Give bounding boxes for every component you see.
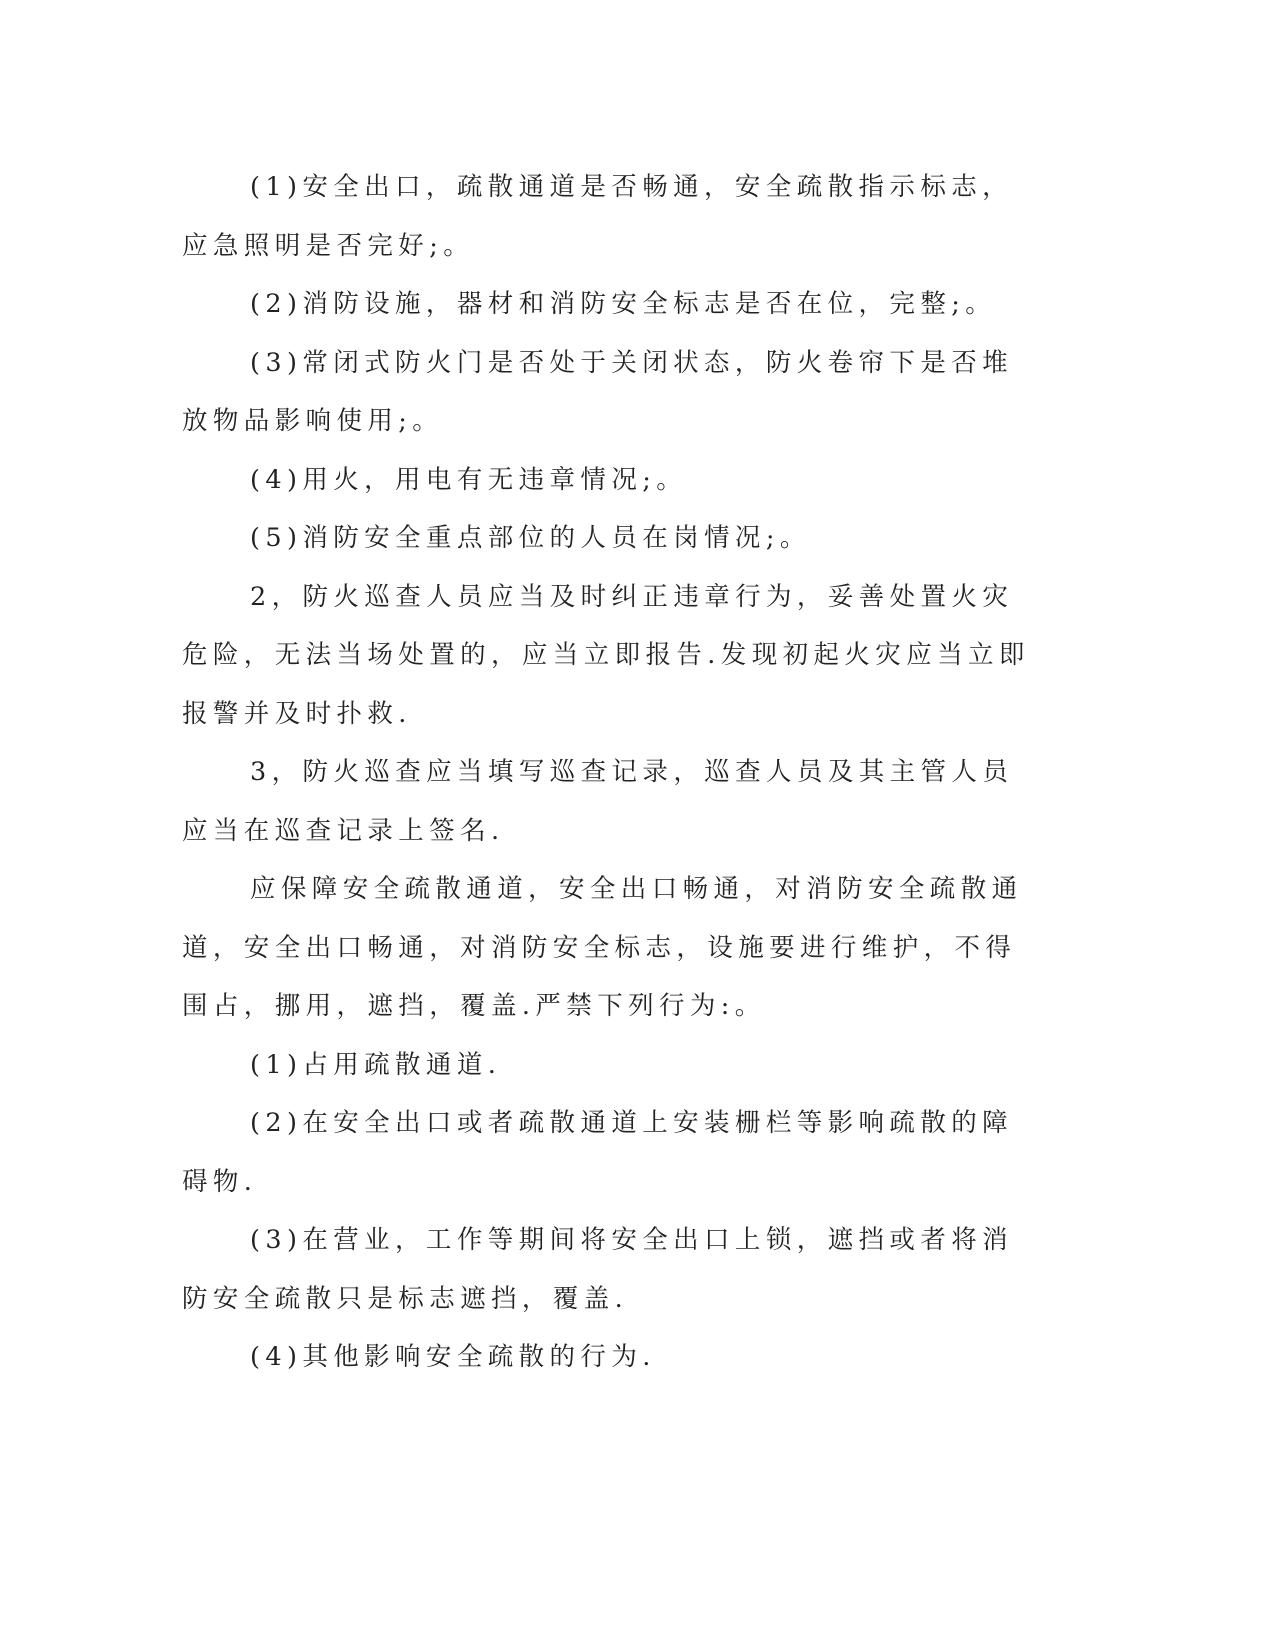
paragraph-prohibited-item-1: (1)占用疏散通道. — [250, 1049, 502, 1080]
paragraph-prohibited-item-3: (3)在营业，工作等期间将安全出口上锁，遮挡或者将消防安全疏散只是标志遮挡，覆盖. — [182, 1225, 1014, 1314]
paragraph-section-2: 2，防火巡查人员应当及时纠正违章行为，妥善处置火灾危险，无法当场处置的，应当立即报告.发现初起火灾应当立即报警并及时扑救. — [182, 581, 1030, 729]
paragraph-evacuation-intro: 应保障安全疏散通道，安全出口畅通，对消防安全疏散通道，安全出口畅通，对消防安全标志，设施要进行维护，不得围占，挪用，遮挡，覆盖.严禁下列行为:。 — [182, 874, 1023, 1021]
paragraph-inspection-item-4: (4)用火，用电有无违章情况;。 — [250, 464, 688, 495]
paragraph-inspection-item-2: (2)消防设施，器材和消防安全标志是否在位，完整;。 — [250, 289, 997, 319]
paragraph-inspection-item-1: (1)安全出口，疏散通道是否畅通，安全疏散指示标志，应急照明是否完好;。 — [182, 172, 1014, 261]
paragraph-prohibited-item-2: (2)在安全出口或者疏散通道上安装栅栏等影响疏散的障碍物. — [182, 1108, 1014, 1197]
paragraph-inspection-item-3: (3)常闭式防火门是否处于关闭状态，防火卷帘下是否堆放物品影响使用;。 — [182, 347, 1014, 436]
paragraph-prohibited-item-4: (4)其他影响安全疏散的行为. — [250, 1342, 656, 1372]
paragraph-section-3: 3，防火巡查应当填写巡查记录，巡查人员及其主管人员应当在巡查记录上签名. — [182, 757, 1014, 846]
document-body — [182, 158, 1042, 1387]
paragraph-inspection-item-5: (5)消防安全重点部位的人员在岗情况;。 — [250, 523, 811, 553]
